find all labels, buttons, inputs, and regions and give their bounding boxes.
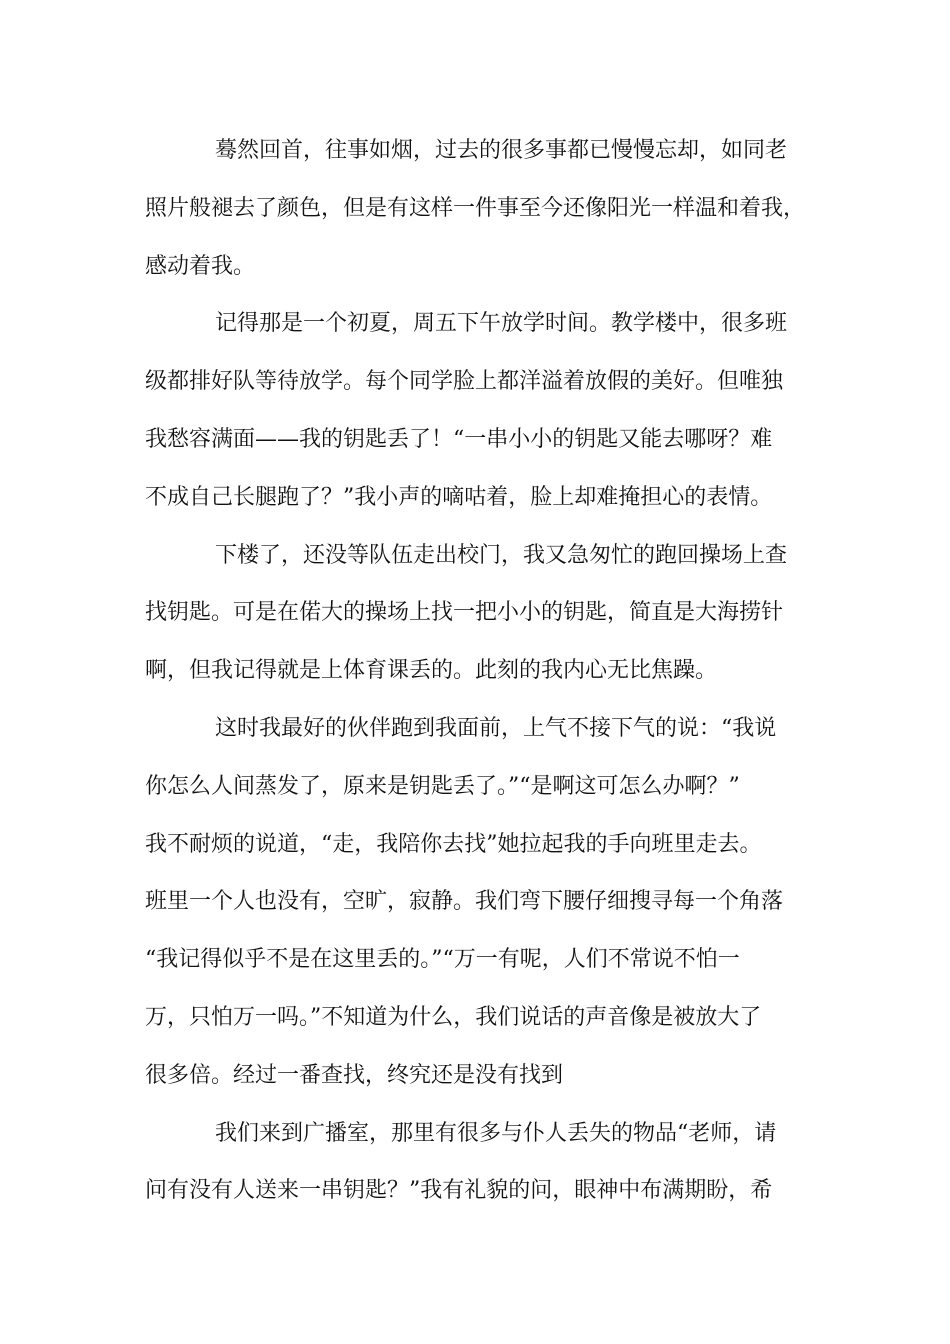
paragraph-4-line-3: 我不耐烦的说道，“走，我陪你去找”她拉起我的手向班里走去。 <box>145 831 762 857</box>
paragraph-4-line-1: 这时我最好的伙伴跑到我面前，上气不接下气的说：“我说 <box>215 715 777 741</box>
paragraph-1-line-1: 蓦然回首，往事如烟，过去的很多事都已慢慢忘却，如同老 <box>215 138 788 163</box>
paragraph-4-line-4: 班里一个人也没有，空旷，寂静。我们弯下腰仔细搜寻每一个角落 <box>145 889 784 915</box>
paragraph-1-line-2: 照片般褪去了颜色，但是有这样一件事至今还像阳光一样温和着我， <box>145 195 806 221</box>
paragraph-4-line-7: 很多倍。经过一番查找，终究还是没有找到 <box>145 1062 564 1088</box>
paragraph-2-line-4: 不成自己长腿跑了？”我小声的嘀咕着，脸上却难掩担心的表情。 <box>145 484 773 510</box>
paragraph-2-line-1: 记得那是一个初夏，周五下午放学时间。教学楼中，很多班 <box>215 311 788 337</box>
paragraph-3-line-3: 啊，但我记得就是上体育课丢的。此刻的我内心无比焦躁。 <box>145 658 718 684</box>
paragraph-4-line-5: “我记得似乎不是在这里丢的。”“万一有呢，人们不常说不怕一 <box>145 947 740 973</box>
paragraph-5-line-1: 我们来到广播室，那里有很多与仆人丢失的物品“老师，请 <box>215 1120 777 1146</box>
paragraph-4-line-2: 你怎么人间蒸发了，原来是钥匙丢了。”“是啊这可怎么办啊？” <box>145 773 740 799</box>
paragraph-3-line-2: 找钥匙。可是在偌大的操场上找一把小小的钥匙，简直是大海捞针 <box>145 600 784 626</box>
paragraph-1-line-3: 感动着我。 <box>145 253 256 279</box>
paragraph-2-line-3: 我愁容满面——我的钥匙丢了！“一串小小的钥匙又能去哪呀？难 <box>145 426 773 452</box>
paragraph-4-line-6: 万，只怕万一吗。”不知道为什么，我们说话的声音像是被放大了 <box>145 1004 762 1030</box>
essay-body <box>145 132 813 1230</box>
paragraph-3-line-1: 下楼了，还没等队伍走出校门，我又急匆忙的跑回操场上查 <box>215 542 788 568</box>
paragraph-2-line-2: 级都排好队等待放学。每个同学脸上都洋溢着放假的美好。但唯独 <box>145 369 784 395</box>
paragraph-5-line-2: 问有没有人送来一串钥匙？”我有礼貌的问，眼神中布满期盼，希 <box>145 1178 773 1204</box>
